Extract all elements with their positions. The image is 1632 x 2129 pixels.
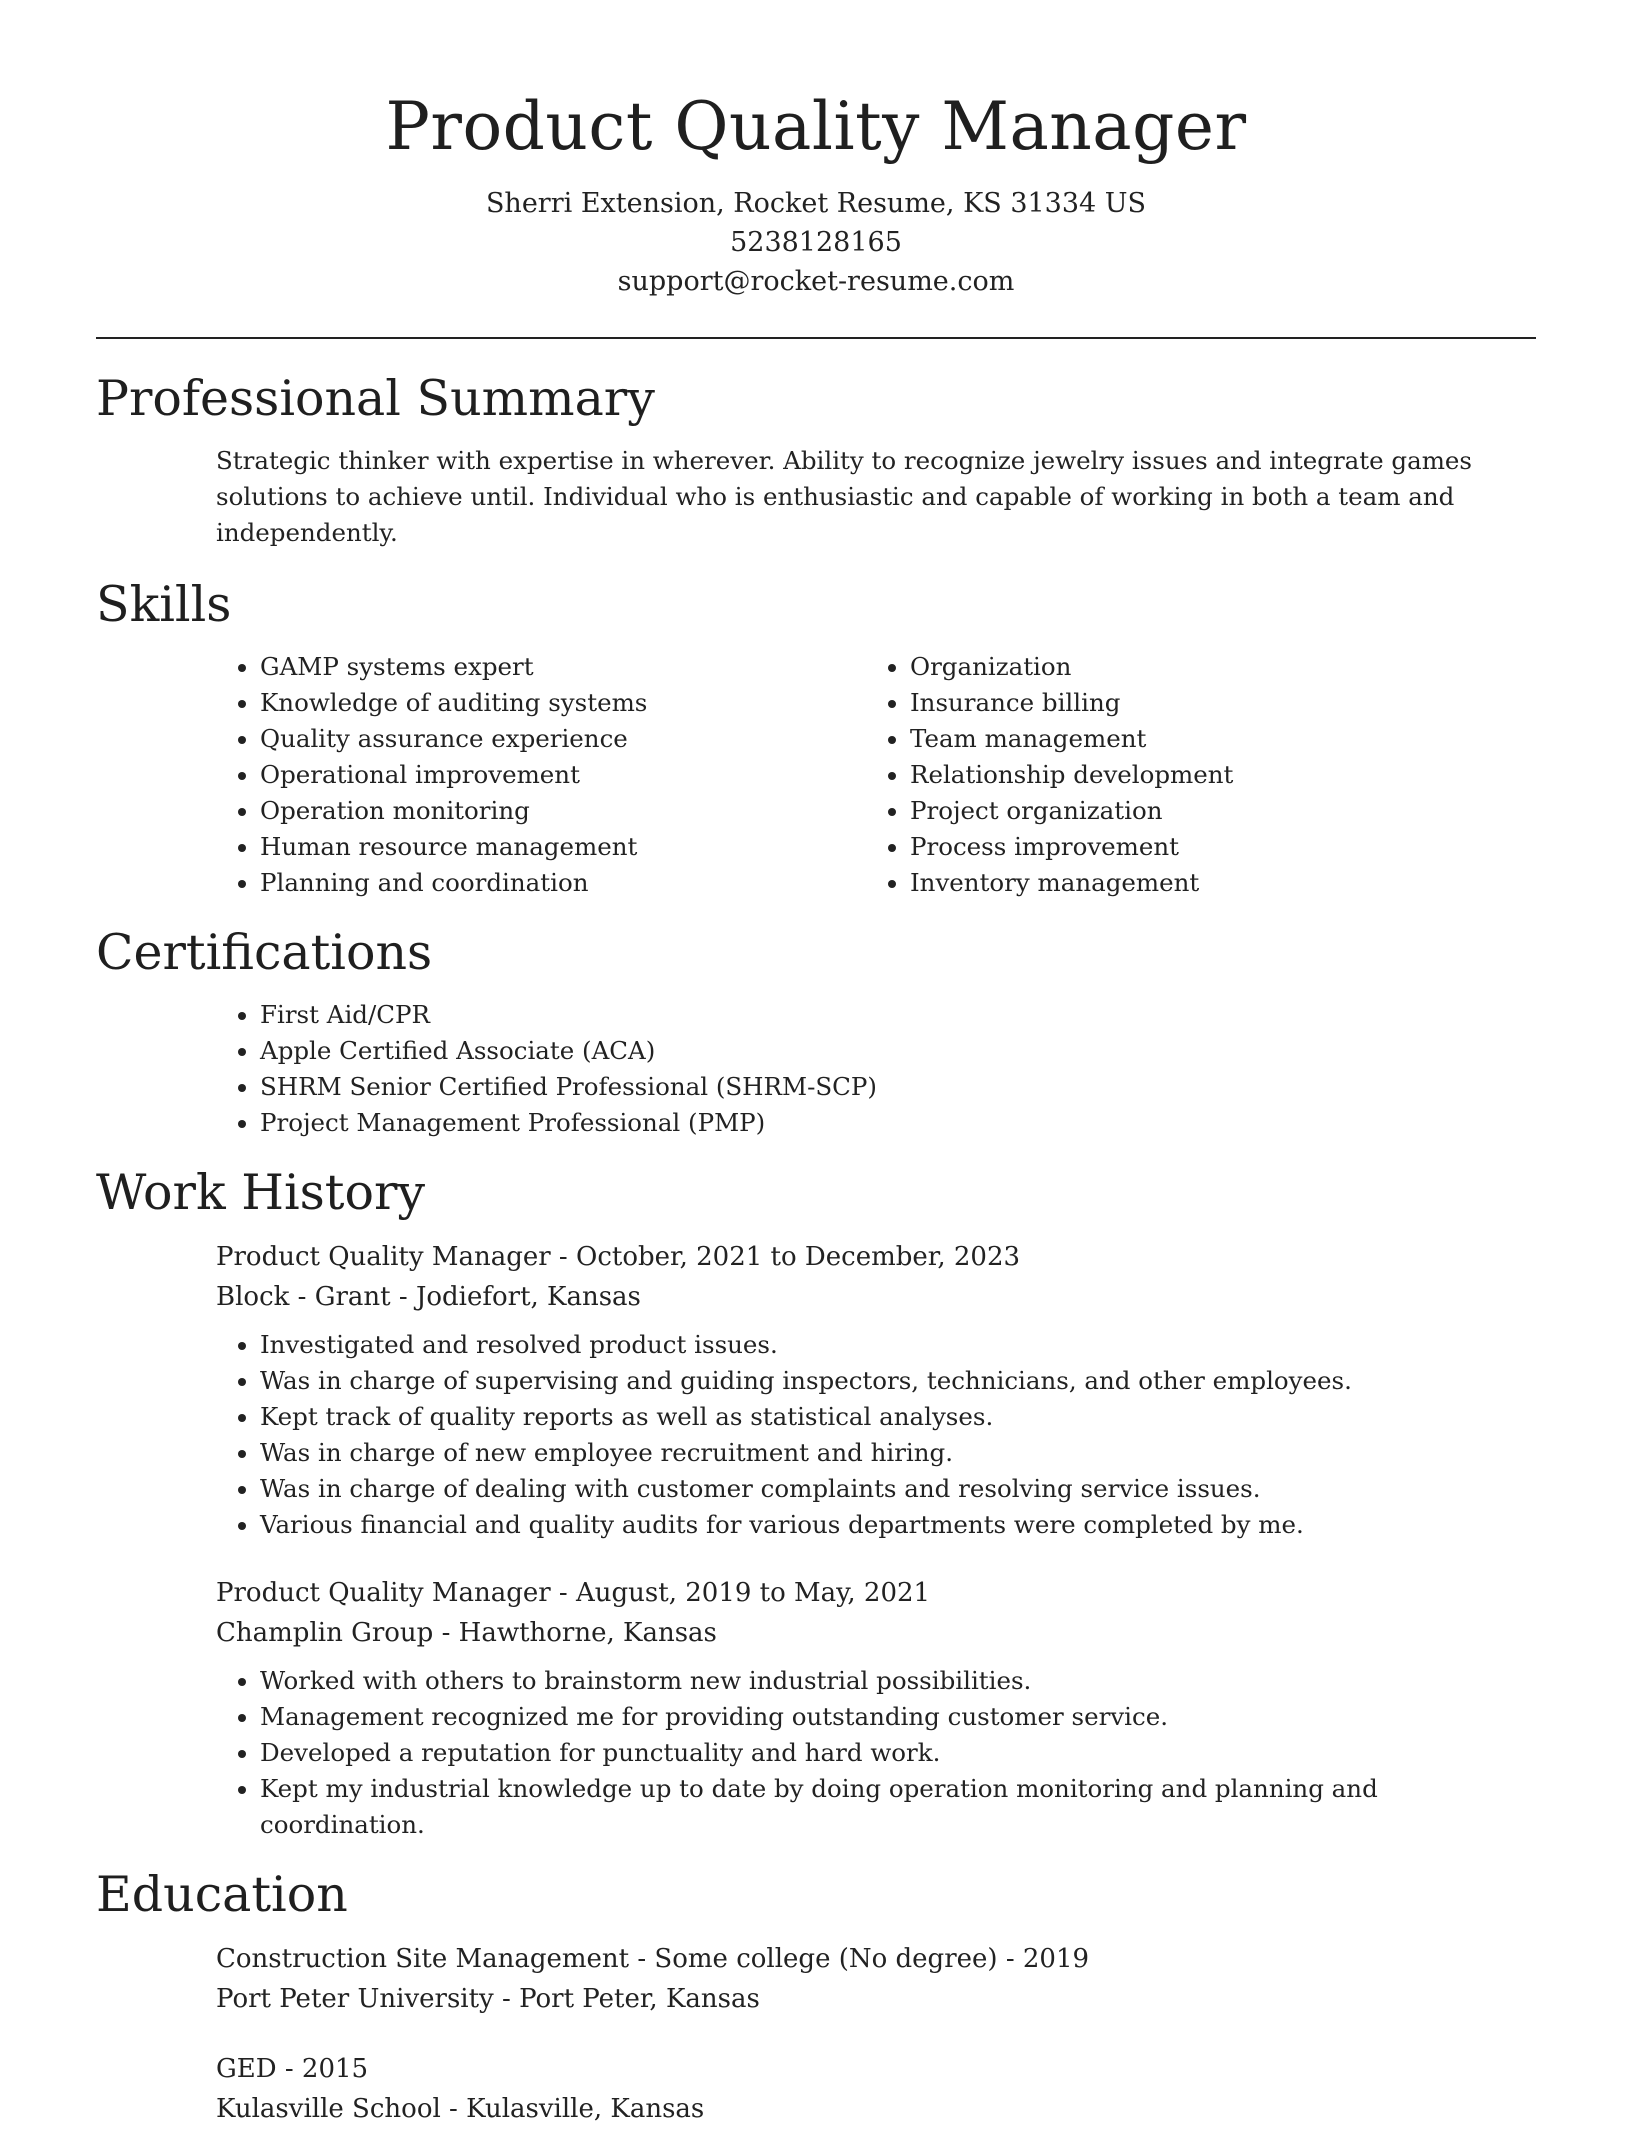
job-bullet: • Was in charge of supervising and guiding inspectors, technicians, and other employees.	[260, 1363, 1536, 1399]
job-entry	[96, 1237, 1536, 1543]
job-role: Product Quality Manager	[216, 1578, 551, 1608]
job-bullet: • Investigated and resolved product issues.	[260, 1327, 1536, 1363]
header-divider	[96, 337, 1536, 339]
job-location: Jodiefort, Kansas	[415, 1282, 641, 1312]
skill-item: • Insurance billing	[910, 685, 1516, 721]
skill-item: • Team management	[910, 721, 1516, 757]
job-bullet: • Various financial and quality audits for various departments were completed by me.	[260, 1507, 1536, 1543]
skills-heading: Skills	[96, 576, 232, 633]
skill-item: • Process improvement	[910, 829, 1516, 865]
education-school-line: Port Peter University - Port Peter, Kansas	[216, 1984, 760, 2014]
skills-column-right	[866, 649, 1516, 901]
job-bullet: • Kept my industrial knowledge up to date by doing operation monitoring and planning and coordination.	[260, 1771, 1536, 1843]
contact-email: support@rocket-resume.com	[617, 266, 1015, 297]
job-bullet: • Was in charge of new employee recruitment and hiring.	[260, 1435, 1536, 1471]
skills-section	[96, 573, 1536, 901]
summary-heading: Professional Summary	[96, 370, 655, 427]
skill-item: • Planning and coordination	[260, 865, 866, 901]
resume-header	[96, 0, 1536, 301]
job-bullet: • Worked with others to brainstorm new industrial possibilities.	[260, 1663, 1536, 1699]
resume-page	[96, 0, 1536, 2129]
job-entry	[96, 1573, 1536, 1843]
certification-item: • SHRM Senior Certified Professional (SHRM-SCP)	[260, 1069, 1536, 1105]
job-company: Champlin Group	[216, 1618, 434, 1648]
job-dates: August, 2019 to May, 2021	[576, 1578, 931, 1608]
skill-item: • Quality assurance experience	[260, 721, 866, 757]
summary-text: Strategic thinker with expertise in wherever. Ability to recognize jewelry issues and integrate games solutions to achieve until. Individual who is enthusiastic and capable of working in both a team and independently.	[216, 446, 1472, 547]
job-title-line: Product Quality Manager - August, 2019 to May, 2021	[216, 1578, 931, 1608]
skill-item: • Inventory management	[910, 865, 1516, 901]
job-company-line: Block - Grant - Jodiefort, Kansas	[216, 1282, 641, 1312]
education-degree-line: GED - 2015	[216, 2054, 369, 2084]
job-bullet: • Was in charge of dealing with customer complaints and resolving service issues.	[260, 1471, 1536, 1507]
job-company: Block - Grant	[216, 1282, 391, 1312]
education-heading: Education	[96, 1866, 348, 1923]
job-bullet: • Management recognized me for providing outstanding customer service.	[260, 1699, 1536, 1735]
contact-block	[96, 184, 1536, 301]
job-location: Hawthorne, Kansas	[458, 1618, 717, 1648]
job-company-line: Champlin Group - Hawthorne, Kansas	[216, 1618, 717, 1648]
education-school-line: Kulasville School - Kulasville, Kansas	[216, 2094, 705, 2124]
job-title-line: Product Quality Manager - October, 2021 to December, 2023	[216, 1242, 1021, 1272]
skill-item: • Knowledge of auditing systems	[260, 685, 866, 721]
skill-item: • Operation monitoring	[260, 793, 866, 829]
education-entry	[96, 1939, 1536, 2019]
certification-item: • Project Management Professional (PMP)	[260, 1105, 1536, 1141]
skill-item: • Organization	[910, 649, 1516, 685]
certification-item: • First Aid/CPR	[260, 997, 1536, 1033]
contact-phone: 5238128165	[730, 227, 902, 258]
skill-item: • GAMP systems expert	[260, 649, 866, 685]
work-history-section	[96, 1161, 1536, 1843]
skill-item: • Relationship development	[910, 757, 1516, 793]
skill-item: • Operational improvement	[260, 757, 866, 793]
job-bullet: • Kept track of quality reports as well as statistical analyses.	[260, 1399, 1536, 1435]
summary-section	[96, 367, 1536, 551]
resume-title: Product Quality Manager	[385, 88, 1247, 165]
certification-item: • Apple Certified Associate (ACA)	[260, 1033, 1536, 1069]
skill-item: • Project organization	[910, 793, 1516, 829]
job-dates: October, 2021 to December, 2023	[576, 1242, 1021, 1272]
certifications-heading: Certifications	[96, 924, 433, 981]
education-degree-line: Construction Site Management - Some college (No degree) - 2019	[216, 1944, 1090, 1974]
job-role: Product Quality Manager	[216, 1242, 551, 1272]
education-entry	[96, 2049, 1536, 2129]
skills-column-left	[216, 649, 866, 901]
certifications-section	[96, 921, 1536, 1141]
skill-item: • Human resource management	[260, 829, 866, 865]
job-bullet: • Developed a reputation for punctuality and hard work.	[260, 1735, 1536, 1771]
work-history-heading: Work History	[96, 1164, 426, 1221]
contact-address: Sherri Extension, Rocket Resume, KS 31334 US	[485, 188, 1147, 219]
education-section	[96, 1863, 1536, 2129]
